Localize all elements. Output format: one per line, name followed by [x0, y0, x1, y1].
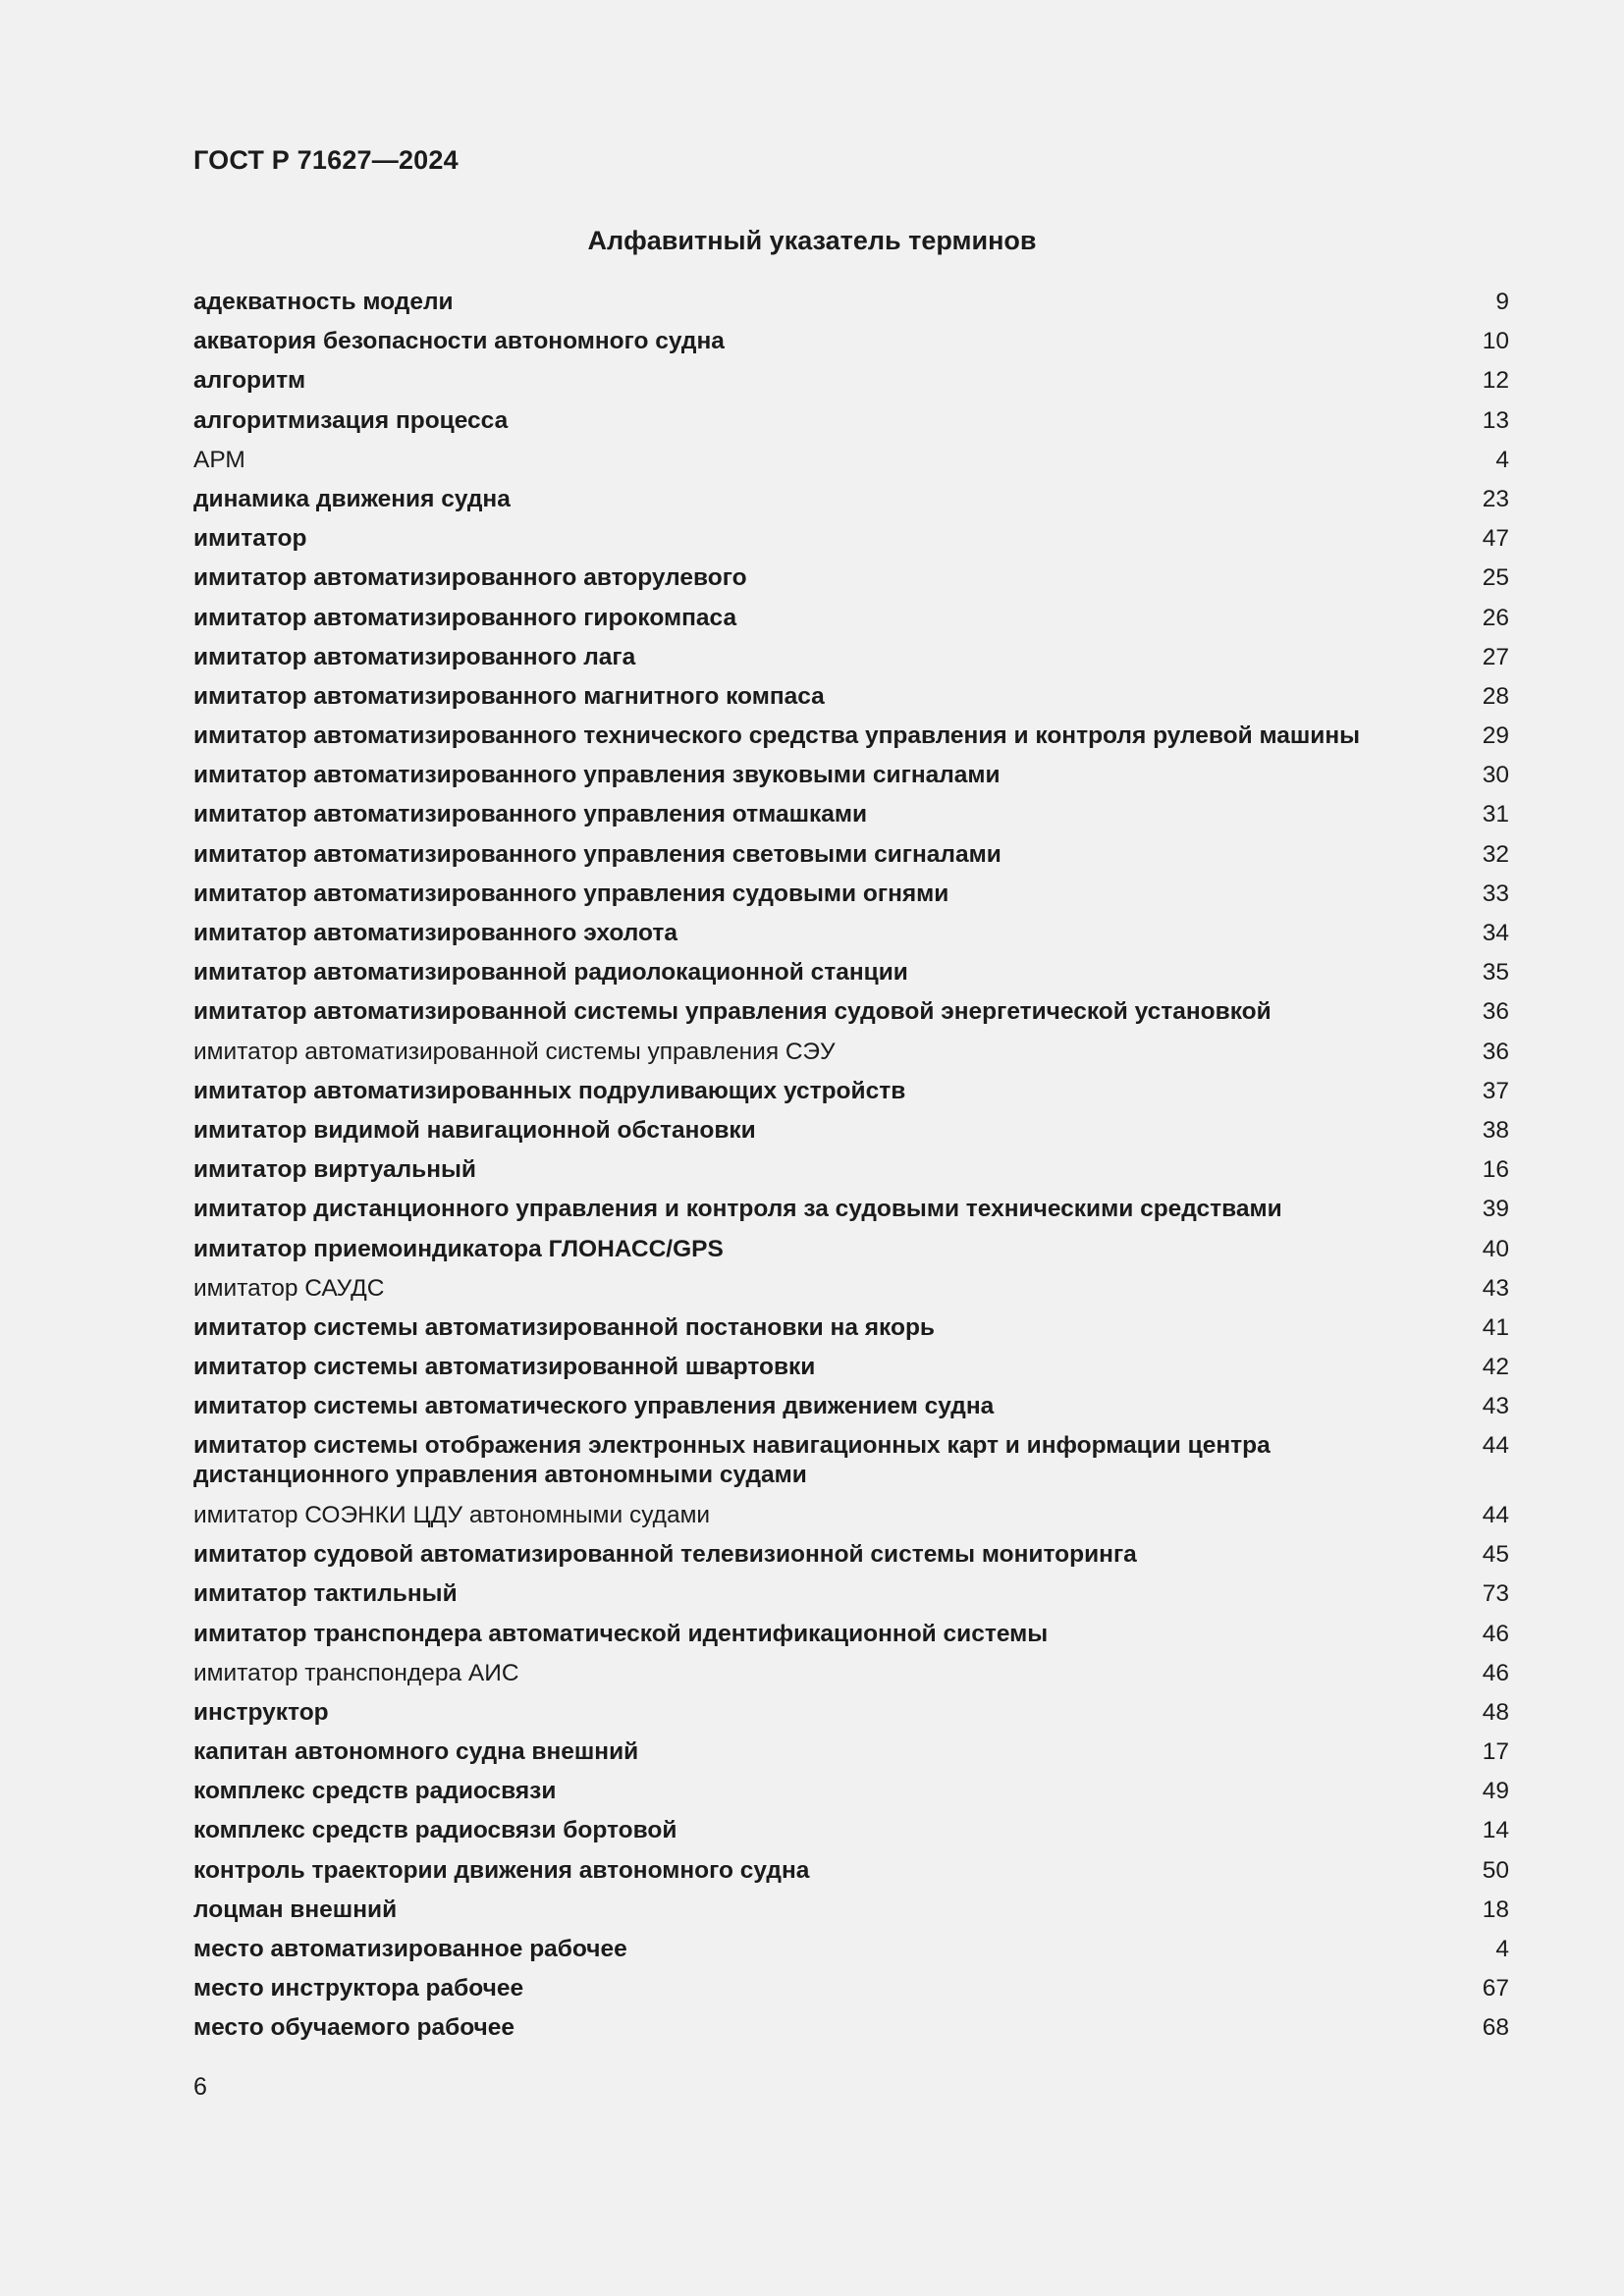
index-entry — [193, 997, 1509, 1037]
index-entry — [193, 840, 1509, 880]
index-term: имитатор системы автоматического управления движением судна — [193, 1393, 995, 1420]
index-page-number: 35 — [1482, 959, 1509, 987]
index-term: имитатор судовой автоматизированной телевизионной системы мониторинга — [193, 1541, 1137, 1569]
index-entry — [193, 761, 1509, 800]
index-page-number: 34 — [1482, 920, 1509, 946]
index-page-number: 67 — [1482, 1975, 1509, 2002]
index-entry — [193, 1195, 1509, 1234]
index-entry — [193, 880, 1509, 919]
index-page-number: 47 — [1482, 525, 1509, 553]
index-page-number: 32 — [1482, 840, 1509, 868]
index-entry — [193, 1116, 1509, 1155]
index-term: имитатор системы автоматизированной постановки на якорь — [193, 1313, 935, 1341]
index-page-number: 46 — [1482, 1620, 1509, 1647]
index-term: адекватность модели — [193, 289, 454, 315]
index-entry — [193, 682, 1509, 721]
index-term: динамика движения судна — [193, 485, 511, 512]
index-term: имитатор автоматизированного гирокомпаса — [193, 604, 737, 631]
index-term: имитатор СОЭНКИ ЦДУ автономными судами — [193, 1501, 711, 1528]
index-page-number: 44 — [1482, 1432, 1509, 1460]
index-term: место автоматизированное рабочее — [193, 1936, 627, 1962]
index-page-number: 9 — [1495, 289, 1509, 315]
index-entry — [193, 485, 1509, 524]
index-term: имитатор видимой навигационной обстановки — [193, 1116, 756, 1144]
index-entry — [193, 1313, 1509, 1353]
index-entry — [193, 919, 1509, 958]
index-page-number: 49 — [1482, 1778, 1509, 1805]
index-term: место обучаемого рабочее — [193, 2014, 515, 2042]
index-page-number: 44 — [1482, 1501, 1509, 1528]
index-entry — [193, 1392, 1509, 1431]
index-entry — [193, 524, 1509, 563]
index-term: капитан автономного судна внешний — [193, 1738, 639, 1766]
index-page-number: 50 — [1482, 1856, 1509, 1884]
index-page-number: 46 — [1482, 1659, 1509, 1686]
index-entry — [193, 1501, 1509, 1540]
index-term: инструктор — [193, 1698, 329, 1726]
index-term: алгоритмизация процесса — [193, 406, 509, 434]
index-entry — [193, 1777, 1509, 1816]
index-entry — [193, 1974, 1509, 2013]
index-entry — [193, 1038, 1509, 1077]
index-entry — [193, 1540, 1509, 1579]
index-term: имитатор автоматизированного эхолота — [193, 920, 678, 946]
index-term: имитатор автоматизированного магнитного компаса — [193, 682, 825, 710]
index-page-number: 12 — [1482, 367, 1509, 395]
index-page-number: 4 — [1495, 446, 1509, 473]
index-entry — [193, 1737, 1509, 1777]
index-entry — [193, 958, 1509, 997]
index-entry — [193, 406, 1509, 446]
index-page-number: 39 — [1482, 1196, 1509, 1223]
index-term: имитатор автоматизированного авторулевого — [193, 564, 747, 592]
index-page-number: 26 — [1482, 604, 1509, 631]
index-term: имитатор автоматизированной системы управления СЭУ — [193, 1038, 836, 1065]
index-entry — [193, 1896, 1509, 1935]
index-term: имитатор — [193, 525, 307, 553]
index-entry — [193, 1077, 1509, 1116]
index-term: имитатор системы отображения электронных навигационных карт и информации центра дистанционного управления автономными судами — [193, 1432, 1271, 1489]
index-term: место инструктора рабочее — [193, 1975, 524, 2002]
index-term: имитатор транспондера автоматической идентификационной системы — [193, 1620, 1049, 1647]
index-term: контроль траектории движения автономного судна — [193, 1856, 810, 1884]
index-term: АРМ — [193, 446, 245, 473]
index-term: имитатор автоматизированного управления отмашками — [193, 801, 868, 828]
index-page-number: 36 — [1482, 998, 1509, 1026]
index-page-number: 38 — [1482, 1116, 1509, 1144]
index-entry — [193, 1235, 1509, 1274]
index-page-number: 48 — [1482, 1698, 1509, 1726]
index-entry — [193, 1856, 1509, 1896]
index-entry — [193, 800, 1509, 839]
index-page-number: 23 — [1482, 485, 1509, 512]
index-term: имитатор автоматизированной системы управления судовой энергетической установкой — [193, 998, 1272, 1026]
index-term: имитатор виртуальный — [193, 1156, 476, 1184]
index-entry — [193, 1274, 1509, 1313]
index-entry — [193, 1816, 1509, 1855]
index-page-number: 43 — [1482, 1393, 1509, 1420]
index-page-number: 28 — [1482, 682, 1509, 710]
index-term: акватория безопасности автономного судна — [193, 328, 725, 355]
index-term: имитатор автоматизированного технического средства управления и контроля рулевой машины — [193, 722, 1361, 750]
term-index — [193, 288, 1509, 2054]
index-page-number: 40 — [1482, 1235, 1509, 1262]
document-header: ГОСТ Р 71627—2024 — [193, 145, 459, 175]
index-entry — [193, 721, 1509, 761]
index-term: имитатор дистанционного управления и контроля за судовыми техническими средствами — [193, 1196, 1282, 1223]
index-entry — [193, 1698, 1509, 1737]
index-entry — [193, 604, 1509, 643]
index-term: имитатор транспондера АИС — [193, 1659, 519, 1686]
index-entry — [193, 288, 1509, 327]
index-entry — [193, 563, 1509, 603]
index-entry — [193, 1579, 1509, 1619]
index-term: комплекс средств радиосвязи — [193, 1778, 557, 1805]
index-entry — [193, 327, 1509, 366]
index-entry — [193, 643, 1509, 682]
index-term: имитатор автоматизированной радиолокационной станции — [193, 959, 908, 987]
index-term: алгоритм — [193, 367, 306, 395]
index-term: комплекс средств радиосвязи бортовой — [193, 1817, 677, 1844]
index-page-number: 29 — [1482, 722, 1509, 750]
index-entry — [193, 1659, 1509, 1698]
index-entry — [193, 1620, 1509, 1659]
index-entry — [193, 366, 1509, 405]
index-page-number: 14 — [1482, 1817, 1509, 1844]
index-page-number: 33 — [1482, 880, 1509, 907]
index-term: имитатор автоматизированного управления судовыми огнями — [193, 880, 949, 907]
index-page-number: 17 — [1482, 1738, 1509, 1766]
index-page-number: 27 — [1482, 643, 1509, 670]
index-page-number: 16 — [1482, 1156, 1509, 1184]
index-term: имитатор автоматизированных подруливающих устройств — [193, 1077, 906, 1104]
index-page-number: 68 — [1482, 2014, 1509, 2042]
index-page-number: 30 — [1482, 762, 1509, 789]
index-term: имитатор тактильный — [193, 1580, 458, 1608]
index-term: имитатор приемоиндикатора ГЛОНАСС/GPS — [193, 1235, 724, 1262]
index-entry — [193, 1353, 1509, 1392]
index-term: лоцман внешний — [193, 1896, 398, 1923]
index-page-number: 41 — [1482, 1313, 1509, 1341]
index-page-number: 36 — [1482, 1038, 1509, 1065]
index-page-number: 18 — [1482, 1896, 1509, 1923]
index-term: имитатор автоматизированного управления звуковыми сигналами — [193, 762, 1001, 789]
index-page-number: 42 — [1482, 1354, 1509, 1381]
index-entry — [193, 1155, 1509, 1195]
index-title: Алфавитный указатель терминов — [587, 226, 1037, 255]
index-entry — [193, 446, 1509, 485]
index-page-number: 4 — [1495, 1936, 1509, 1962]
index-term: имитатор автоматизированного лага — [193, 643, 636, 670]
index-term: имитатор САУДС — [193, 1274, 385, 1302]
index-page-number: 13 — [1482, 406, 1509, 434]
index-entry — [193, 1935, 1509, 1974]
index-entry — [193, 2013, 1509, 2053]
index-page-number: 73 — [1482, 1580, 1509, 1608]
index-entry — [193, 1431, 1509, 1501]
index-term: имитатор автоматизированного управления световыми сигналами — [193, 840, 1001, 868]
index-page-number: 43 — [1482, 1274, 1509, 1302]
index-page-number: 45 — [1482, 1541, 1509, 1569]
index-term: имитатор системы автоматизированной швартовки — [193, 1354, 816, 1381]
index-page-number: 37 — [1482, 1077, 1509, 1104]
index-page-number: 25 — [1482, 564, 1509, 592]
index-page-number: 31 — [1482, 801, 1509, 828]
index-page-number: 10 — [1482, 328, 1509, 355]
page-number: 6 — [193, 2073, 207, 2101]
